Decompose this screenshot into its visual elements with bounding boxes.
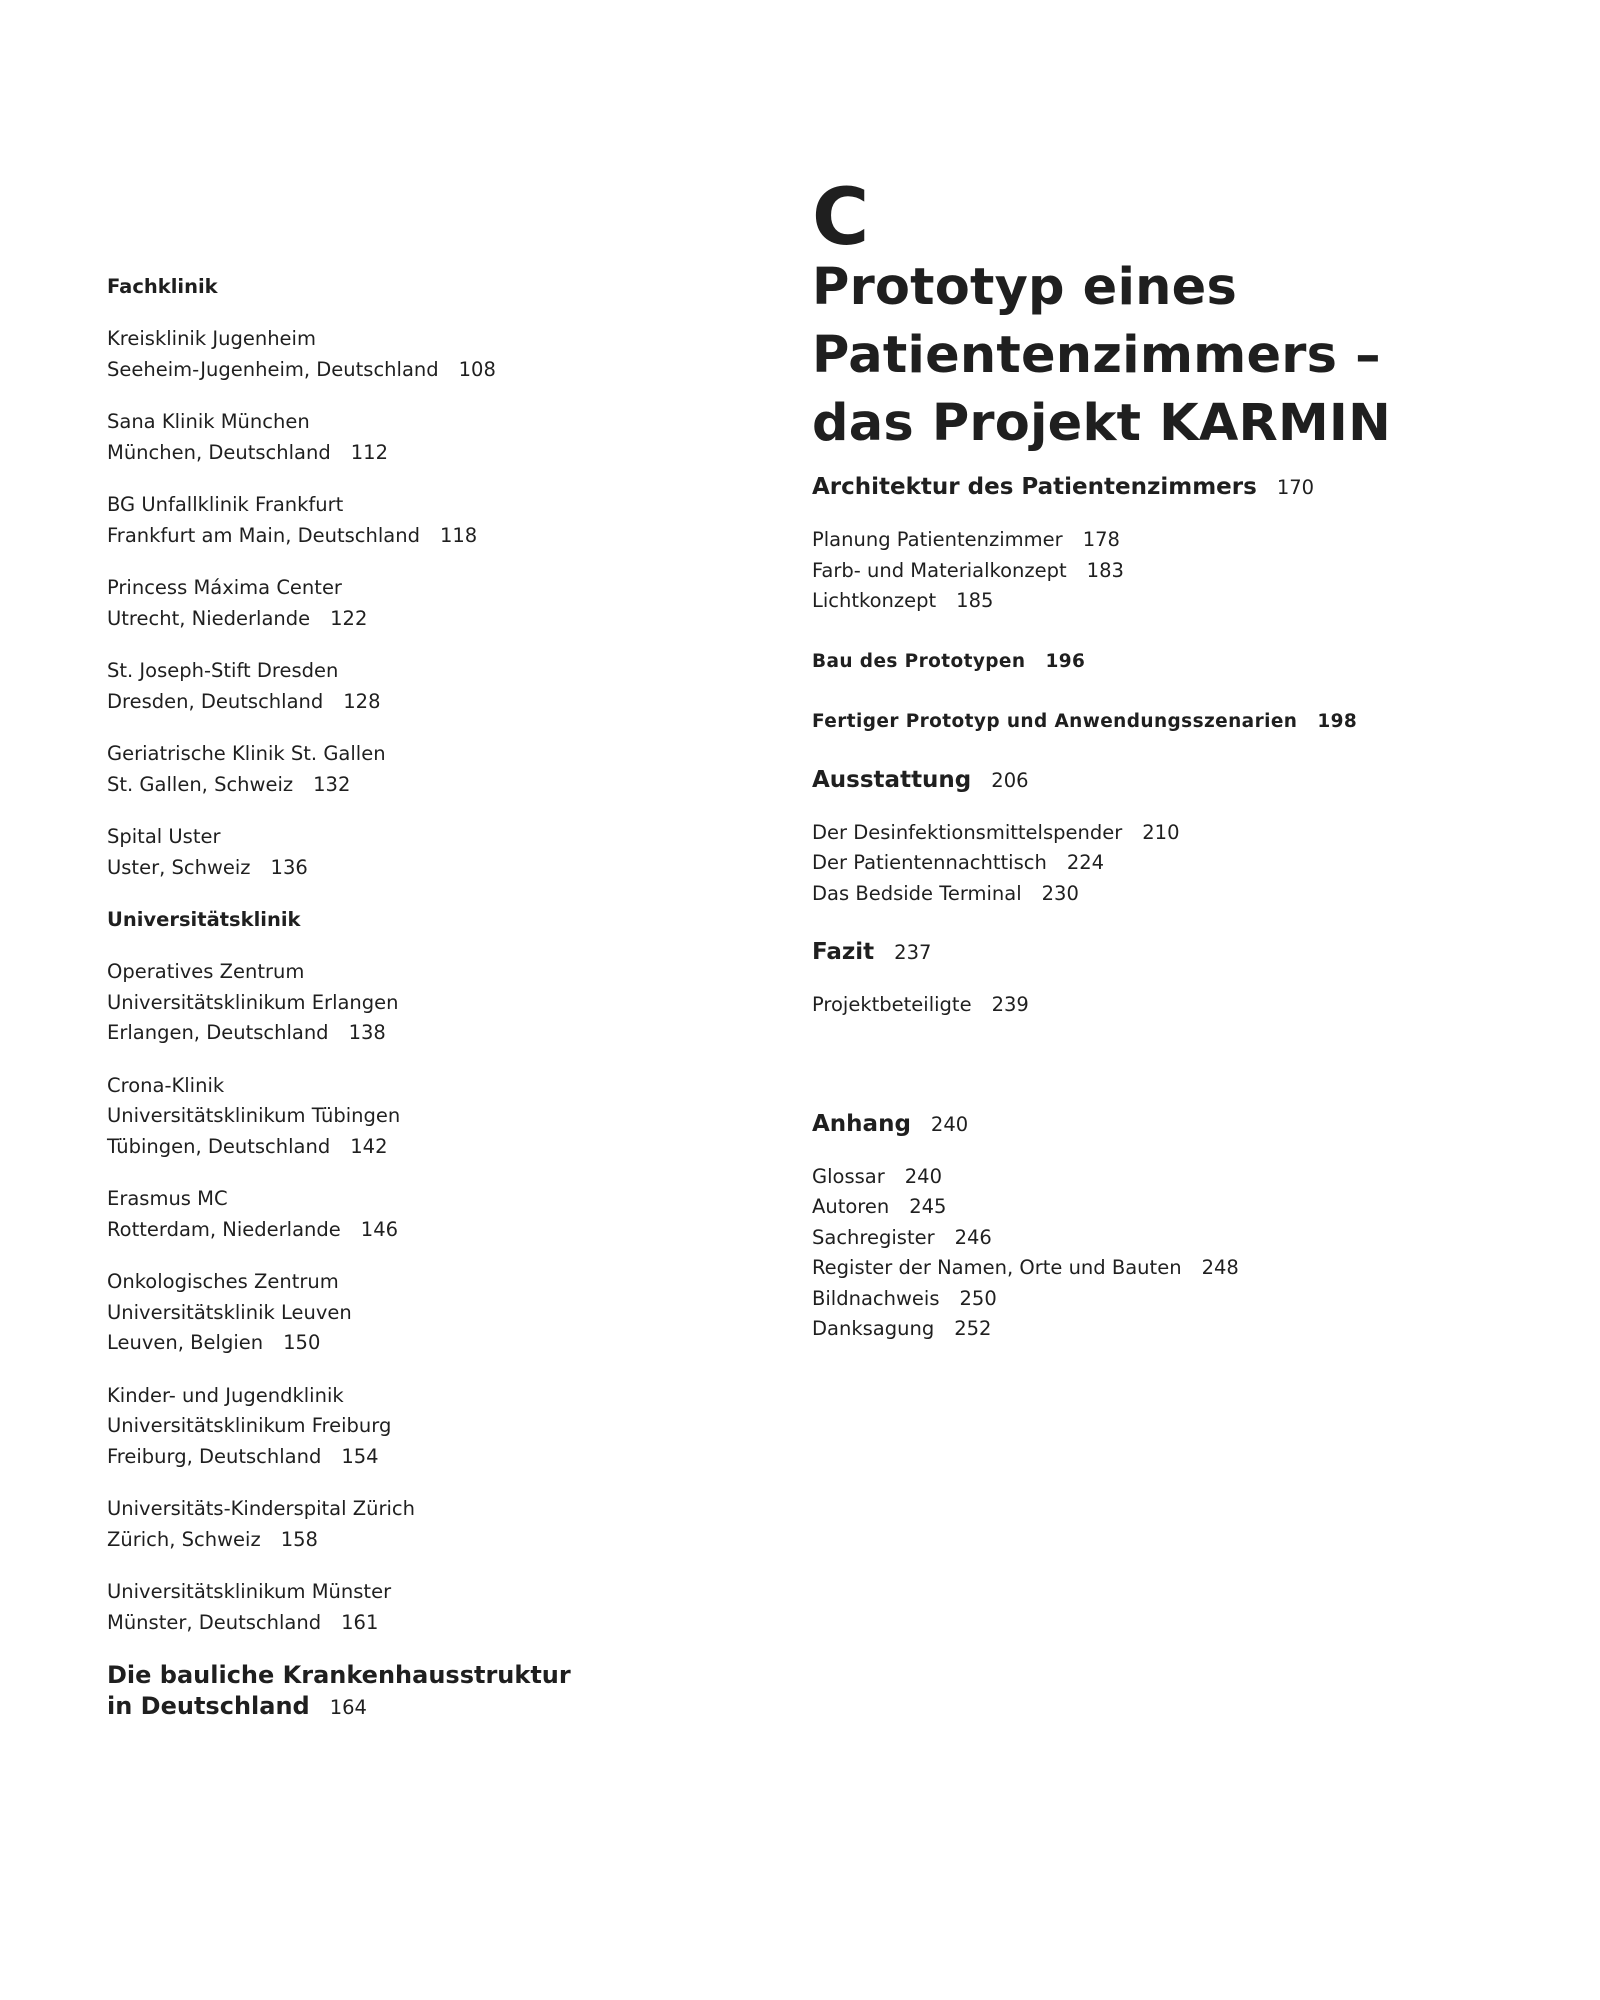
entry-label: Das Bedside Terminal: [812, 881, 1022, 905]
entry-line: [107, 853, 667, 884]
toc-entry[interactable]: [107, 490, 667, 551]
page-number: 142: [350, 1134, 388, 1158]
entry-text: Frankfurt am Main, Deutschland: [107, 523, 420, 547]
entry-text: Spital Uster: [107, 825, 221, 848]
entry-title-line: in Deutschland: [107, 1692, 310, 1720]
page-number: 196: [1045, 650, 1086, 672]
entry-line: [107, 1442, 667, 1473]
entry-label: Fertiger Prototyp und Anwendungsszenarien: [812, 710, 1298, 732]
toc-subentry[interactable]: [812, 525, 1512, 556]
toc-entry-fazit[interactable]: [812, 937, 1512, 968]
entry-label: Lichtkonzept: [812, 589, 937, 612]
entry-line: [107, 490, 667, 521]
entry-label: Sachregister: [812, 1225, 935, 1249]
chapter-title-line: Prototyp eines: [812, 258, 1237, 317]
chapter-title-line: Patientenzimmers –: [812, 326, 1381, 385]
page-number: 118: [439, 523, 478, 547]
page-number: 198: [1317, 710, 1358, 732]
entry-text: Rotterdam, Niederlande: [107, 1217, 341, 1241]
entry-label: Anhang: [812, 1110, 911, 1137]
section-heading-fachklinik: Fachklinik: [107, 275, 218, 298]
entry-line: [107, 324, 667, 355]
toc-entry[interactable]: [107, 656, 667, 717]
page-number: 240: [930, 1112, 969, 1136]
entry-line: [107, 1608, 667, 1639]
fazit-subentries: [812, 990, 1512, 1021]
entry-line: [107, 1298, 667, 1329]
page-number: 122: [330, 606, 368, 630]
entry-label: Farb- und Materialkonzept: [812, 558, 1067, 582]
entry-line: [107, 1101, 667, 1132]
toc-entry[interactable]: [107, 822, 667, 883]
entry-text: Universitätsklinik Leuven: [107, 1300, 352, 1324]
entry-line: [107, 1267, 667, 1298]
entry-text: Tübingen, Deutschland: [107, 1134, 331, 1158]
entry-line: [107, 988, 667, 1019]
entry-line: [107, 822, 667, 853]
entry-line: [107, 521, 667, 552]
entry-label: Ausstattung: [812, 766, 972, 793]
toc-entry-architektur[interactable]: [812, 472, 1512, 503]
page-number: 150: [283, 1331, 321, 1354]
entry-text: Sana Klinik München: [107, 410, 310, 433]
entry-line: [107, 1071, 667, 1102]
toc-entry[interactable]: [107, 573, 667, 634]
page-number: 132: [313, 772, 351, 796]
toc-entry-bau-des-prototypen[interactable]: [812, 647, 1512, 677]
page-number: 185: [956, 589, 994, 612]
page-number: 154: [341, 1444, 379, 1468]
entry-label: Fazit: [812, 939, 875, 965]
entry-label: Register der Namen, Orte und Bauten: [812, 1256, 1182, 1279]
page-number: 178: [1082, 528, 1120, 551]
entry-line: [107, 407, 667, 438]
entry-text: Crona-Klinik: [107, 1073, 225, 1097]
entry-text: Universitätsklinikum Erlangen: [107, 990, 399, 1014]
entry-text: Leuven, Belgien: [107, 1331, 264, 1354]
page-number: 128: [343, 689, 381, 713]
universitaetsklinik-list: [107, 957, 667, 1638]
entry-text: BG Unfallklinik Frankfurt: [107, 493, 344, 516]
entry-text: Dresden, Deutschland: [107, 689, 324, 713]
toc-subentry[interactable]: [812, 1223, 1512, 1254]
toc-subentry[interactable]: [812, 990, 1512, 1021]
toc-entry[interactable]: [107, 1381, 667, 1473]
entry-label: Bau des Prototypen: [812, 650, 1026, 672]
entry-line: [107, 739, 667, 770]
chapter-title-line: das Projekt KARMIN: [812, 394, 1391, 453]
toc-entry[interactable]: [107, 739, 667, 800]
entry-text: Universitätsklinikum Tübingen: [107, 1104, 401, 1127]
entry-text: Universitätsklinikum Freiburg: [107, 1414, 392, 1437]
entry-line: [107, 1577, 667, 1608]
entry-line: [107, 770, 667, 801]
toc-entry[interactable]: [107, 1071, 667, 1163]
toc-subentry[interactable]: [812, 1284, 1512, 1315]
page-number: 252: [954, 1317, 992, 1340]
entry-text: Zürich, Schweiz: [107, 1527, 261, 1551]
toc-entry[interactable]: [107, 1267, 667, 1359]
entry-line: [107, 604, 667, 635]
entry-text: Seeheim-Jugenheim, Deutschland: [107, 357, 439, 381]
toc-entry[interactable]: [107, 407, 667, 468]
entry-line: [107, 438, 667, 469]
entry-label: Projektbeteiligte: [812, 993, 972, 1016]
entry-text: Erasmus MC: [107, 1187, 228, 1210]
entry-text: Universitäts-Kinderspital Zürich: [107, 1497, 415, 1520]
entry-title-line: Die bauliche Krankenhausstruktur: [107, 1661, 571, 1689]
page-number: 237: [894, 941, 932, 964]
entry-line: [107, 355, 667, 386]
entry-text: Erlangen, Deutschland: [107, 1021, 329, 1044]
entry-text: Münster, Deutschland: [107, 1610, 322, 1634]
toc-entry-anhang[interactable]: [812, 1109, 1512, 1140]
entry-text: Geriatrische Klinik St. Gallen: [107, 742, 386, 765]
entry-text: St. Joseph-Stift Dresden: [107, 659, 339, 682]
page-number: 250: [959, 1286, 997, 1310]
entry-line: [107, 1215, 667, 1246]
toc-subentry[interactable]: [812, 818, 1512, 849]
toc-subentry[interactable]: [812, 1253, 1512, 1284]
toc-entry-fertiger-prototyp[interactable]: [812, 707, 1512, 737]
ausstattung-subentries: [812, 818, 1512, 910]
page-number: 164: [329, 1696, 367, 1719]
page-number: 136: [270, 855, 308, 879]
page-number: 183: [1086, 558, 1124, 582]
toc-subentry[interactable]: [812, 879, 1512, 910]
entry-line: [107, 1328, 667, 1359]
entry-text: Universitätsklinikum Münster: [107, 1580, 392, 1603]
page-number: 246: [954, 1225, 992, 1249]
anhang-subentries: [812, 1162, 1512, 1345]
toc-subentry[interactable]: [812, 848, 1512, 879]
toc-right-column: [812, 173, 1512, 1345]
entry-text: München, Deutschland: [107, 440, 331, 464]
page-number: 146: [360, 1217, 399, 1241]
chapter-letter: C: [812, 173, 870, 263]
entry-text: Utrecht, Niederlande: [107, 606, 311, 630]
page-number: 210: [1142, 820, 1180, 844]
toc-entry-bauliche-krankenhausstruktur[interactable]: [107, 1660, 667, 1723]
entry-text: Princess Máxima Center: [107, 576, 342, 599]
entry-line: [107, 957, 667, 988]
toc-entry[interactable]: [107, 957, 667, 1049]
page-number: 138: [348, 1021, 386, 1044]
page-number: 230: [1041, 881, 1079, 905]
toc-entry[interactable]: [107, 324, 667, 385]
entry-text: Kinder- und Jugendklinik: [107, 1383, 344, 1407]
toc-subentry[interactable]: [812, 1162, 1512, 1193]
entry-label: Danksagung: [812, 1317, 935, 1340]
entry-line: [107, 1494, 667, 1525]
entry-label: Bildnachweis: [812, 1286, 940, 1310]
toc-left-column: [107, 272, 667, 1723]
page-number: 224: [1066, 851, 1105, 874]
toc-entry-ausstattung[interactable]: [812, 765, 1512, 796]
entry-label: Glossar: [812, 1164, 885, 1188]
chapter-title: [812, 254, 1512, 458]
entry-label: Der Patientennachttisch: [812, 851, 1047, 874]
page-number: 108: [458, 357, 496, 381]
entry-line: [107, 573, 667, 604]
page-number: 112: [350, 440, 388, 464]
entry-text: Uster, Schweiz: [107, 855, 251, 879]
page-number: 170: [1276, 476, 1315, 499]
page-number: 245: [909, 1195, 947, 1218]
entry-label: Architektur des Patientenzimmers: [812, 474, 1257, 500]
entry-line: [107, 1411, 667, 1442]
entry-line: [107, 1184, 667, 1215]
entry-text: Freiburg, Deutschland: [107, 1444, 322, 1468]
entry-label: Autoren: [812, 1195, 890, 1218]
entry-line: [107, 1525, 667, 1556]
toc-entry[interactable]: [107, 1577, 667, 1638]
toc-entry[interactable]: [107, 1184, 667, 1245]
fachklinik-list: [107, 324, 667, 883]
page-number: 240: [904, 1164, 942, 1188]
page-number: 158: [280, 1527, 318, 1551]
entry-label: Der Desinfektionsmittelspender: [812, 820, 1123, 844]
entry-text: St. Gallen, Schweiz: [107, 772, 294, 796]
entry-line: [107, 1381, 667, 1412]
toc-subentry[interactable]: [812, 556, 1512, 587]
entry-text: Kreisklinik Jugenheim: [107, 327, 316, 350]
entry-line: [107, 1132, 667, 1163]
entry-label: Planung Patientenzimmer: [812, 528, 1063, 551]
toc-subentry[interactable]: [812, 1192, 1512, 1223]
architektur-subentries: [812, 525, 1512, 617]
toc-subentry[interactable]: [812, 586, 1512, 617]
entry-text: Onkologisches Zentrum: [107, 1270, 339, 1293]
entry-line: [107, 656, 667, 687]
toc-subentry[interactable]: [812, 1314, 1512, 1345]
entry-line: [107, 687, 667, 718]
page-number: 161: [341, 1610, 379, 1634]
section-heading-universitaetsklinik: Universitätsklinik: [107, 908, 301, 931]
page-number: 239: [991, 993, 1029, 1016]
entry-line: [107, 1018, 667, 1049]
page-number: 206: [991, 768, 1029, 792]
toc-entry[interactable]: [107, 1494, 667, 1555]
page-number: 248: [1201, 1256, 1239, 1279]
entry-text: Operatives Zentrum: [107, 960, 305, 983]
